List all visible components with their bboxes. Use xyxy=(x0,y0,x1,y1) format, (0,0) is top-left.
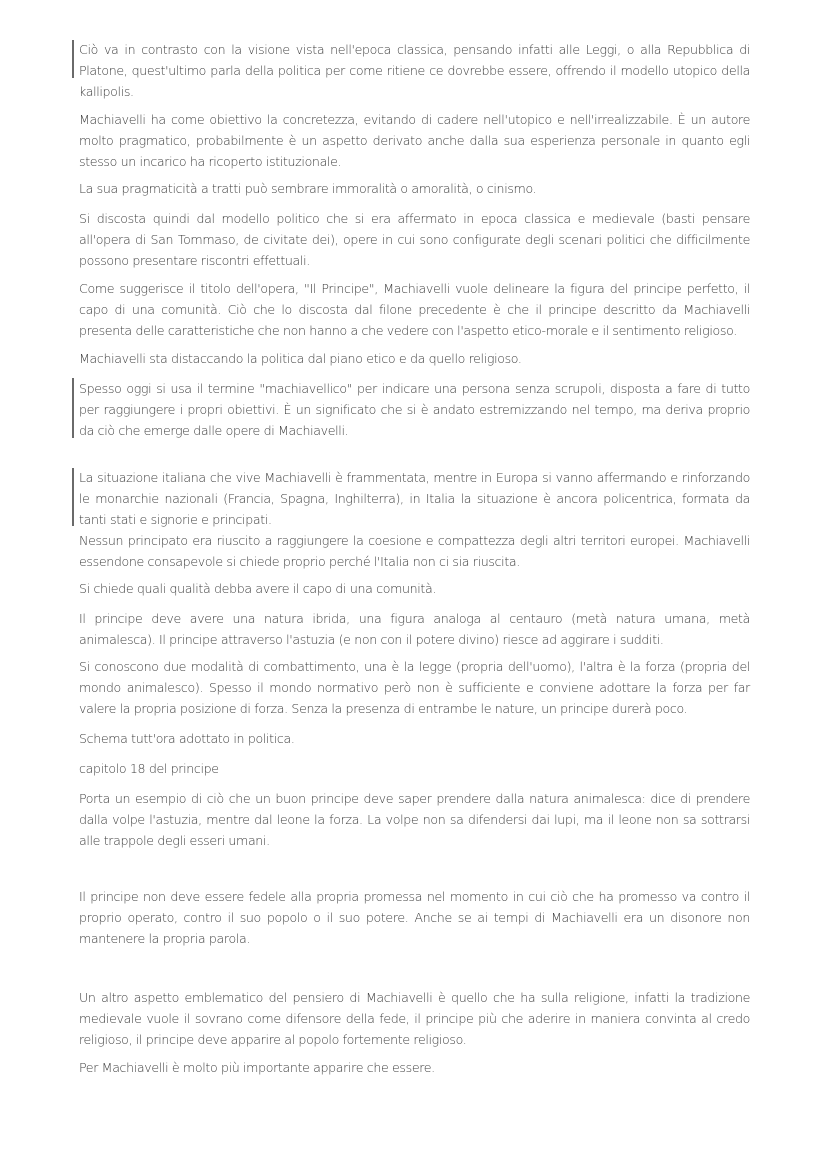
margin-bar xyxy=(72,468,74,526)
paragraph-10: Si chiede quali qualità debba avere il capo di una comunità. xyxy=(79,581,437,596)
paragraph-7: Spesso oggi si usa il termine "machiavellico" per indicare una persona senza scrupoli, disposta a fare di tutto per raggiungere i propri obiettivi. È un significato che si è andato estremizzando nel tempo, ma deriva proprio da ciò che emerge dalle opere di Machiavelli. xyxy=(79,381,750,438)
paragraph-3: La sua pragmaticità a tratti può sembrare immoralità o amoralità, o cinismo. xyxy=(79,181,537,196)
paragraph-2: Machiavelli ha come obiettivo la concretezza, evitando di cadere nell'utopico e nell'irrealizzabile. È un autore molto pragmatico, probabilmente è un aspetto derivato anche dalla sua esperienza personale in quanto egli stesso un incarico ha ricoperto istituzionale. xyxy=(79,112,750,169)
margin-bar xyxy=(72,378,74,438)
paragraph-15: Porta un esempio di ciò che un buon principe deve saper prendere dalla natura animalesca: dice di prendere dalla volpe l'astuzia, mentre dal leone la forza. La volpe non sa difendersi dai lupi, ma il leone non sa sottrarsi alle trappole degli esseri umani. xyxy=(79,791,750,848)
paragraph-11: Il principe deve avere una natura ibrida, una figura analoga al centauro (metà natura umana, metà animalesca). Il principe attraverso l'astuzia (e non con il potere divino) riesce ad aggirare i sudditi. xyxy=(79,611,750,647)
paragraph-14: capitolo 18 del principe xyxy=(79,761,219,776)
paragraph-16: Il principe non deve essere fedele alla propria promessa nel momento in cui ciò che ha promesso va contro il proprio operato, contro il suo popolo o il suo potere. Anche se ai tempi di Machiavelli era un disonore non mantenere la propria parola. xyxy=(79,889,750,946)
paragraph-12: Si conoscono due modalità di combattimento, una è la legge (propria dell'uomo), l'altra è la forza (propria del mondo animalesco). Spesso il mondo normativo però non è sufficiente e conviene adottare la forza per far valere la propria posizione di forza. Senza la presenza di entrambe le nature, un principe durerà poco. xyxy=(79,659,750,716)
margin-bar xyxy=(72,40,74,78)
paragraph-6: Machiavelli sta distaccando la politica dal piano etico e da quello religioso. xyxy=(79,351,522,366)
paragraph-8: La situazione italiana che vive Machiavelli è frammentata, mentre in Europa si vanno affermando e rinforzando le monarchie nazionali (Francia, Spagna, Inghilterra), in Italia la situazione è ancora policentrica, formata da tanti stati e signorie e principati. xyxy=(79,470,750,527)
paragraph-5: Come suggerisce il titolo dell'opera, "Il Principe", Machiavelli vuole delineare la figura del principe perfetto, il capo di una comunità. Ciò che lo discosta dal filone precedente è che il principe descritto da Machiavelli presenta delle caratteristiche che non hanno a che vedere con l'aspetto etico-morale e il sentimento religioso. xyxy=(79,281,750,338)
paragraph-9: Nessun principato era riuscito a raggiungere la coesione e compattezza degli altri territori europei. Machiavelli essendone consapevole si chiede proprio perché l'Italia non ci sia riuscita. xyxy=(79,533,750,569)
paragraph-13: Schema tutt'ora adottato in politica. xyxy=(79,731,295,746)
paragraph-4: Si discosta quindi dal modello politico che si era affermato in epoca classica e medievale (basti pensare all'opera di San Tommaso, de civitate dei), opere in cui sono configurate degli scenari politici che difficilmente possono presentare riscontri effettuali. xyxy=(79,211,750,268)
paragraph-17: Un altro aspetto emblematico del pensiero di Machiavelli è quello che ha sulla religione, infatti la tradizione medievale vuole il sovrano come difensore della fede, il principe più che aderire in maniera convinta al credo religioso, il principe deve apparire al popolo fortemente religioso. xyxy=(79,990,750,1047)
paragraph-18: Per Machiavelli è molto più importante apparire che essere. xyxy=(79,1060,435,1075)
paragraph-1: Ciò va in contrasto con la visione vista nell'epoca classica, pensando infatti alle Leggi, o alla Repubblica di Platone, quest'ultimo parla della politica per come ritiene ce dovrebbe essere, offrendo il modello utopico della kallipolis. xyxy=(79,42,750,99)
